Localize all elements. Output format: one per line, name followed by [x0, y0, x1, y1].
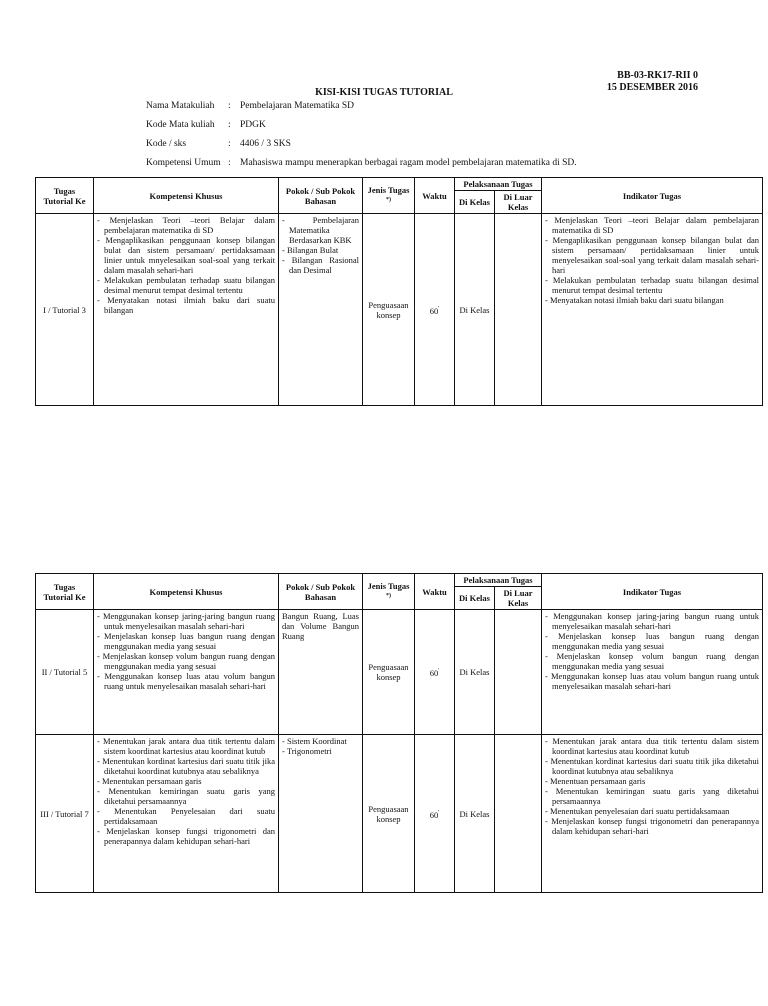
list-item: - Menentukan Penyelesaian dari suatu pertidaksamaan: [97, 806, 275, 826]
row-indikator: [542, 610, 763, 735]
header-di-luar-kelas: Di Luar Kelas: [495, 587, 542, 610]
meta-value: 4406 / 3 SKS: [240, 139, 291, 149]
row-tugas: I / Tutorial 3: [36, 214, 94, 406]
document-date: 15 DESEMBER 2016: [606, 82, 698, 93]
list-item: - Menentukan jarak antara dua titik tertentu dalam sistem koordinat kartesius atau koordinat kutub: [545, 736, 759, 756]
list-item: - Menjelaskan konsep luas bangun ruang dengan menggunakan media yang sesuai: [97, 631, 275, 651]
meta-colon: :: [228, 139, 231, 149]
header-di-kelas: Di Kelas: [455, 587, 495, 610]
list-item: - Menjelaskan konsep luas bangun ruang dengan menggunakan media yang sesuai: [545, 631, 759, 651]
row-kompetensi: [94, 610, 279, 735]
row-pokok: [279, 735, 363, 893]
header-jenis: [363, 574, 415, 610]
list-item: - Pembelajaran Matematika Berdasarkan KBK: [282, 215, 359, 245]
list-item: - Bilangan Rasional dan Desimal: [282, 255, 359, 275]
meta-label: Kode / sks: [146, 139, 187, 149]
list-item: - Mengaplikasikan penggunaan konsep bilangan bulat dan sistem persamaan/ pertidaksamaan linier untuk mnyelesaikan soal-soal yang terkait dalam masalah sehari-hari: [97, 235, 275, 275]
list-item: - Menentukan kemiringan suatu garis yang diketahui persamaannya: [97, 786, 275, 806]
list-item: - Menyatakan notasi ilmiah baku dari suatu bilangan: [545, 295, 759, 305]
list-item: - Menentukan persamaan garis: [97, 776, 275, 786]
row-indikator: [542, 214, 763, 406]
list-item: - Menentukan penyelesaian dari suatu pertidaksamaan: [545, 806, 759, 816]
tutorial-table-1: [35, 177, 763, 406]
meta-label: Nama Matakuliah: [146, 101, 215, 111]
list-item: - Menentukan kordinat kartesius dari suatu titik jika diketahui koordinat kutubnya atau sebaliknya: [97, 756, 275, 776]
list-item: - Menentukan kemiringan suatu garis yang diketahui persamaannya: [545, 786, 759, 806]
list-item: - Melakukan pembulatan terhadap suatu bilangan desimal menurut tempat desimal tertentu: [545, 275, 759, 295]
row-di-kelas: Di Kelas: [455, 214, 495, 406]
row-jenis: Penguasaan konsep: [363, 735, 415, 893]
meta-colon: :: [228, 101, 231, 111]
header-di-kelas: Di Kelas: [455, 191, 495, 214]
row-di-kelas: Di Kelas: [455, 735, 495, 893]
list-item: - Menjelaskan Teori –teori Belajar dalam pembelajaran matematika di SD: [545, 215, 759, 235]
list-item: - Menentukan jarak antara dua titik tertentu dalam sistem koordinat kartesius atau koordinat kutub: [97, 736, 275, 756]
waktu-unit: ': [438, 668, 440, 675]
row-tugas: III / Tutorial 7: [36, 735, 94, 893]
list-item: - Menyatakan notasi ilmiah baku dari suatu bilangan: [97, 295, 275, 315]
header-tugas: Tugas Tutorial Ke: [36, 178, 94, 214]
row-indikator: [542, 735, 763, 893]
list-item: - Bilangan Bulat: [282, 245, 359, 255]
meta-label: Kode Mata kuliah: [146, 120, 215, 130]
header-di-luar-kelas: Di Luar Kelas: [495, 191, 542, 214]
list-item: - Melakukan pembulatan terhadap suatu bilangan desimal menurut tempat desimal tertentu: [97, 275, 275, 295]
row-tugas: II / Tutorial 5: [36, 610, 94, 735]
header-jenis-mark: *): [386, 196, 391, 203]
header-kompetensi: Kompetensi Khusus: [94, 574, 279, 610]
row-di-kelas: Di Kelas: [455, 610, 495, 735]
list-item: - Sistem Koordinat: [282, 736, 359, 746]
list-item: - Menggunakan konsep luas atau volum bangun ruang untuk menyelesaikan masalah sehari-hari: [545, 671, 759, 691]
list-item: - Menjelaskan konsep volum bangun ruang dengan menggunakan media yang sesuai: [545, 651, 759, 671]
meta-value: PDGK: [240, 120, 266, 130]
meta-row-nama: [146, 100, 577, 119]
list-item: - Menggunakan konsep jaring-jaring bangun ruang untuk menyelesaikan masalah sehari-hari: [97, 611, 275, 631]
table-row: [36, 610, 763, 735]
header-waktu: Waktu: [415, 574, 455, 610]
row-kompetensi: [94, 735, 279, 893]
header-jenis-label: Jenis Tugas: [367, 184, 410, 195]
row-pokok: Bangun Ruang, Luas dan Volume Bangun Ruang: [279, 610, 363, 735]
header-waktu: Waktu: [415, 178, 455, 214]
header-tugas: Tugas Tutorial Ke: [36, 574, 94, 610]
header-kompetensi: Kompetensi Khusus: [94, 178, 279, 214]
header-pokok: Pokok / Sub Pokok Bahasan: [279, 574, 363, 610]
header-jenis-label: Jenis Tugas: [367, 580, 410, 591]
list-item: - Menentuan persamaan garis: [545, 776, 759, 786]
waktu-value: 60: [429, 667, 439, 678]
document-code: BB-03-RK17-RII 0: [617, 70, 698, 81]
header-pelaksanaan: Pelaksanaan Tugas: [455, 574, 542, 587]
waktu-value: 60: [429, 305, 439, 316]
waktu-unit: ': [438, 305, 440, 312]
header-jenis: [363, 178, 415, 214]
meta-colon: :: [228, 158, 231, 168]
header-pelaksanaan: Pelaksanaan Tugas: [455, 178, 542, 191]
list-item: - Menentukan kordinat kartesius dari suatu titik jika diketahui koordinat kutubnya atau sebaliknya: [545, 756, 759, 776]
row-jenis: Penguasaan konsep: [363, 610, 415, 735]
waktu-value: 60: [429, 809, 439, 820]
table-row: [36, 214, 763, 406]
row-di-luar-kelas: [495, 735, 542, 893]
row-jenis: Penguasaan konsep: [363, 214, 415, 406]
tutorial-table-2: [35, 573, 763, 893]
meta-row-sks: [146, 138, 577, 157]
row-kompetensi: [94, 214, 279, 406]
list-item: - Menjelaskan konsep fungsi trigonometri dan penerapannya dalam kehidupan sehari-hari: [545, 816, 759, 836]
meta-row-kompetensi: [146, 157, 577, 176]
waktu-unit: ': [438, 809, 440, 816]
row-waktu: [415, 735, 455, 893]
meta-label: Kompetensi Umum: [146, 158, 221, 168]
table-row: [36, 735, 763, 893]
header-jenis-mark: *): [386, 592, 391, 599]
list-item: - Menjelaskan Teori –teori Belajar dalam pembelajaran matematika di SD: [97, 215, 275, 235]
row-waktu: [415, 214, 455, 406]
row-pokok: [279, 214, 363, 406]
list-item: - Menjelaskan konsep fungsi trigonometri dan penerapannya dalam kehidupan sehari-hari: [97, 826, 275, 846]
list-item: - Menggunakan konsep luas atau volum bangun ruang untuk menyelesaikan masalah sehari-hari: [97, 671, 275, 691]
row-di-luar-kelas: [495, 214, 542, 406]
page-title: KISI-KISI TUGAS TUTORIAL: [315, 87, 453, 98]
list-item: - Trigonometri: [282, 746, 359, 756]
meta-row-kode-mk: [146, 119, 577, 138]
header-pokok: Pokok / Sub Pokok Bahasan: [279, 178, 363, 214]
header-indikator: Indikator Tugas: [542, 574, 763, 610]
row-waktu: [415, 610, 455, 735]
list-item: - Mengaplikasikan penggunaan konsep bilangan bulat dan sistem persamaan/ pertidaksamaan linier untuk menyelesaikan soal-soal yang terkait dalam masalah sehari-hari: [545, 235, 759, 275]
meta-colon: :: [228, 120, 231, 130]
meta-value: Mahasiswa mampu menerapkan berbagai ragam model pembelajaran matematika di SD.: [240, 158, 577, 168]
header-indikator: Indikator Tugas: [542, 178, 763, 214]
list-item: - Menjelaskan konsep volum bangun ruang dengan menggunakan media yang sesuai: [97, 651, 275, 671]
row-di-luar-kelas: [495, 610, 542, 735]
list-item: - Menggunakan konsep jaring-jaring bangun ruang untuk menyelesaikan masalah sehari-hari: [545, 611, 759, 631]
meta-value: Pembelajaran Matematika SD: [240, 101, 354, 111]
course-meta: [146, 100, 577, 176]
